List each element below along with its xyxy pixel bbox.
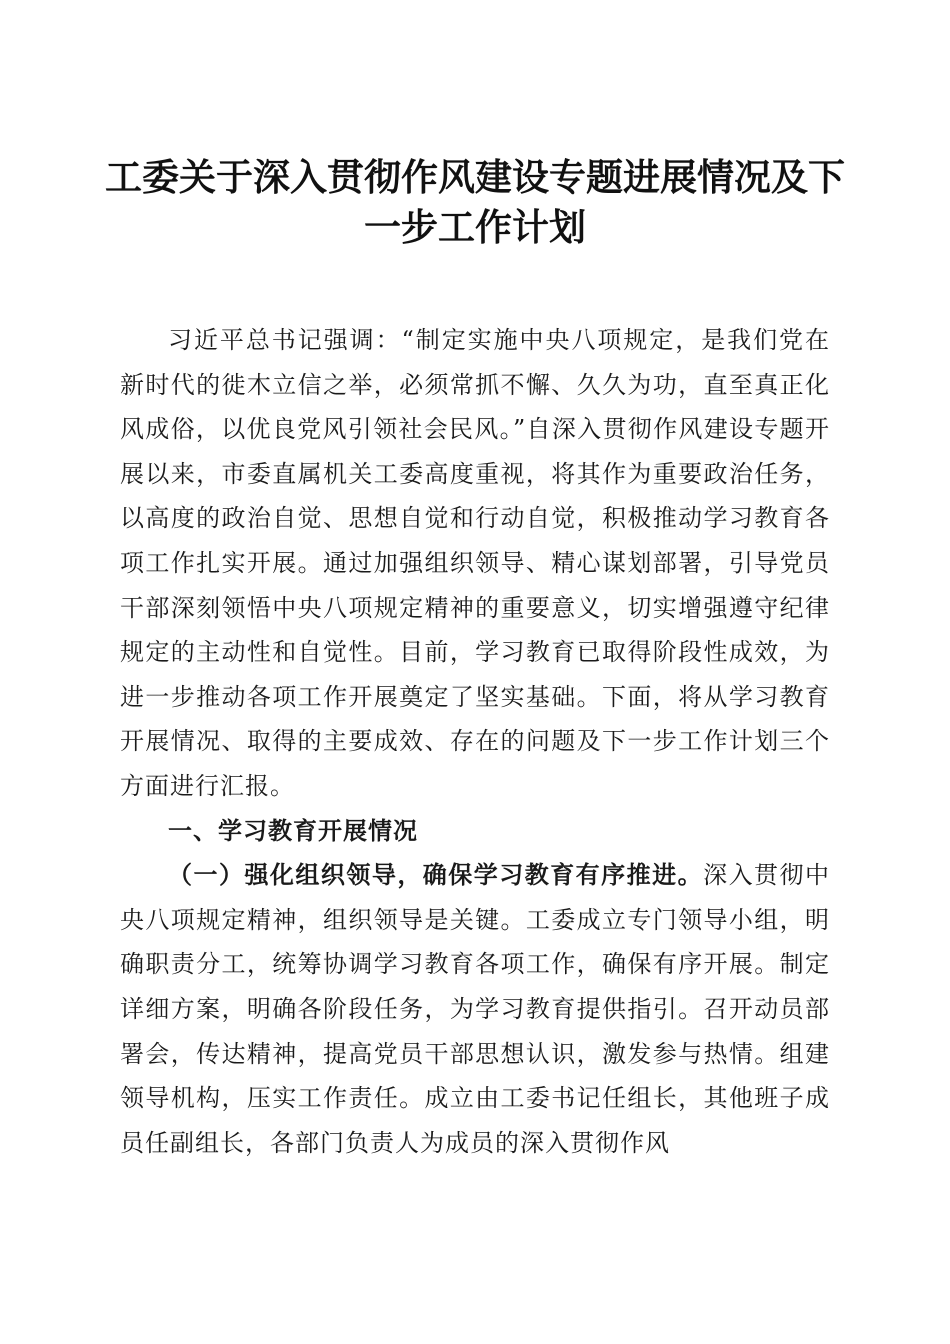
section-heading: 一、学习教育开展情况 xyxy=(168,816,418,845)
document-title: 工委关于深入贯彻作风建设专题进展情况及下一步工作计划 xyxy=(105,155,845,249)
subsection-lead: （一）强化组织领导，确保学习教育有序推进。 xyxy=(168,860,704,890)
subsection-paragraph xyxy=(120,853,830,1165)
intro-paragraph: 习近平总书记强调：“制定实施中央八项规定，是我们党在新时代的徙木立信之举，必须常抓不懈、久久为功，直至真正化风成俗，以优良党风引领社会民风。”自深入贯彻作风建设专题开展以来，市委直属机关工委高度重视，将其作为重要政治任务，以高度的政治自觉、思想自觉和行动自觉，积极推动学习教育各项工作扎实开展。通过加强组织领导、精心谋划部署，引导党员干部深刻领悟中央八项规定精神的重要意义，切实增强遵守纪律规定的主动性和自觉性。目前，学习教育已取得阶段性成效，为进一步推动各项工作开展奠定了坚实基础。下面，将从学习教育开展情况、取得的主要成效、存在的问题及下一步工作计划三个方面进行汇报。 xyxy=(120,326,830,800)
document-body xyxy=(120,318,830,1165)
subsection-body: 深入贯彻中央八项规定精神，组织领导是关键。工委成立专门领导小组，明确职责分工，统筹协调学习教育各项工作，确保有序开展。制定详细方案，明确各阶段任务，为学习教育提供指引。召开动员部署会，传达精神，提高党员干部思想认识，激发参与热情。组建领导机构，压实工作责任。成立由工委书记任组长，其他班子成员任副组长，各部门负责人为成员的深入贯彻作风 xyxy=(120,861,831,1157)
